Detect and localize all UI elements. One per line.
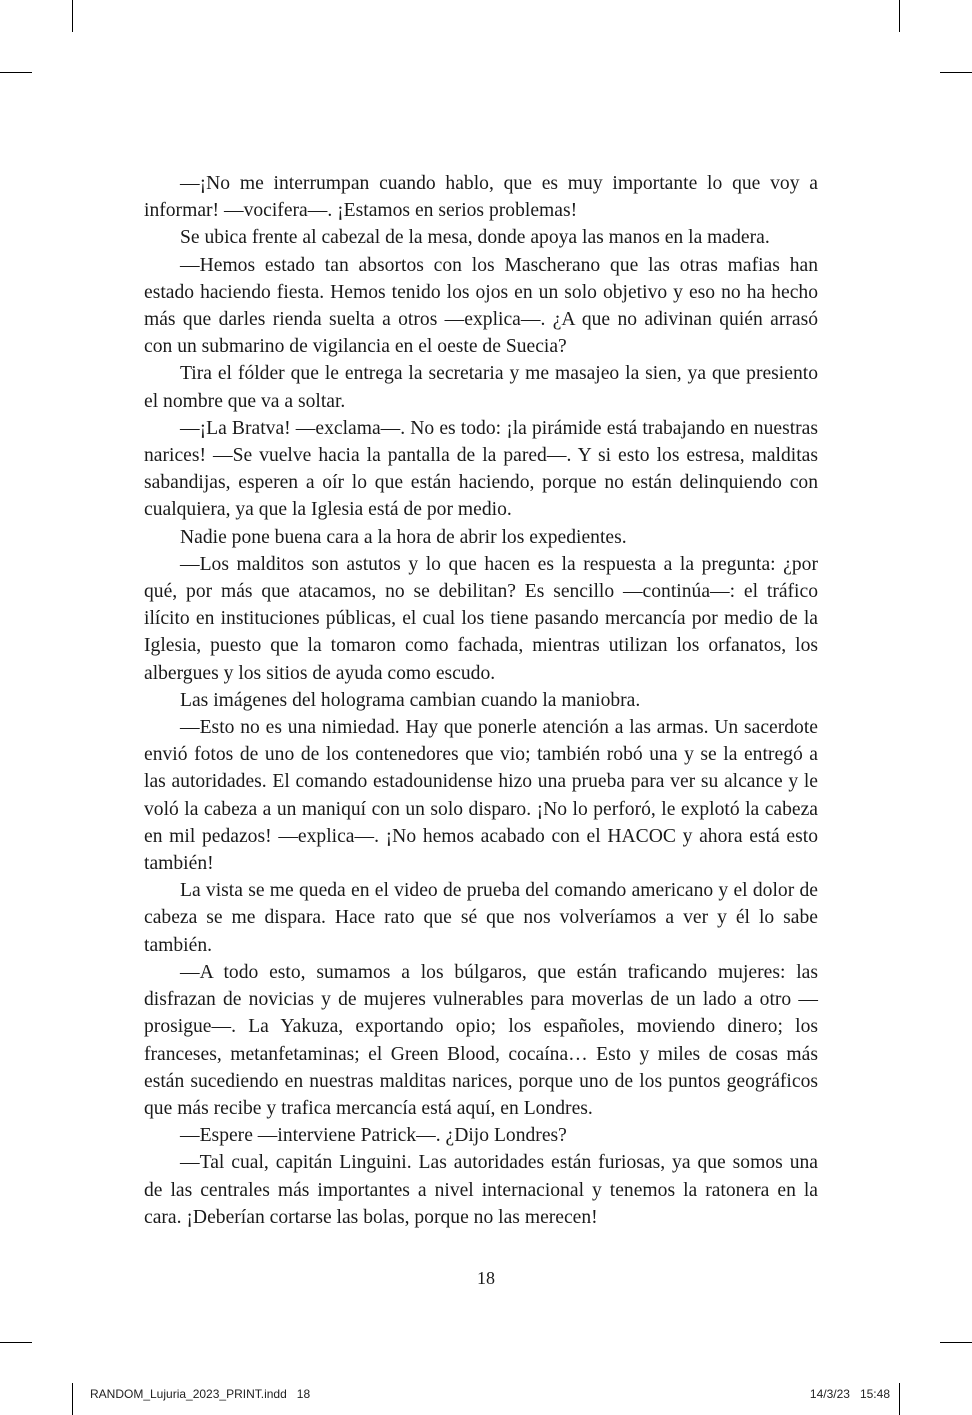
paragraph: La vista se me queda en el video de prueba del comando americano y el dolor de cabeza se me dispara. Hace rato que sé que nos volveríamos a ver y él lo sabe también. xyxy=(144,880,818,956)
paragraph: —¡La Bratva! —exclama—. No es todo: ¡la pirámide está trabajando en nuestras narices! —Se vuelve hacia la pantalla de la pared—. Y si esto los estresa, malditas sabandijas, esperen a oír lo que están haciendo, porque no están delinquiendo con cualquiera, ya que la Iglesia está de por medio. xyxy=(144,417,818,521)
paragraph: —¡No me interrumpan cuando hablo, que es muy importante lo que voy a informar! —vocifera—. ¡Estamos en serios problemas! xyxy=(144,173,818,222)
crop-mark-bottom-left-vertical xyxy=(72,1383,73,1415)
paragraph: —Esto no es una nimiedad. Hay que ponerle atención a las armas. Un sacerdote envió fotos de uno de los contenedores que vio; también robó una y se la entregó a las autoridades. El comando estadounidense hizo una prueba para ver su alcance y le voló la cabeza a un maniquí con un solo disparo. ¡No lo perforó, le explotó la cabeza en mil pedazos! —explica—. ¡No hemos acabado con el HACOC y ahora está esto también! xyxy=(144,717,818,875)
paragraph: —Tal cual, capitán Linguini. Las autoridades están furiosas, ya que somos una de las centrales más importantes a nivel internacional y tenemos la ratonera en la cara. ¡Deberían cortarse las bolas, porque no las merecen! xyxy=(144,1152,818,1228)
paragraph: —A todo esto, sumamos a los búlgaros, que están traficando mujeres: las disfrazan de novicias y de mujeres vulnerables para moverlas de un lado a otro —prosigue—. La Yakuza, exportando opio; los españoles, moviendo dinero; los franceses, metanfetaminas; el Green Blood, cocaína… Esto y miles de cosas más están sucediendo en nuestras malditas narices, porque uno de los puntos geográficos que más recibe y trafica mercancía está aquí, en Londres. xyxy=(144,961,818,1119)
paragraph: Tira el fólder que le entrega la secretaria y me masajeo la sien, ya que presiento el nombre que va a soltar. xyxy=(144,363,818,412)
crop-mark-top-left-vertical xyxy=(72,0,73,32)
page-number: 18 xyxy=(477,1268,495,1288)
paragraph: Se ubica frente al cabezal de la mesa, donde apoya las manos en la madera. xyxy=(180,227,770,249)
paragraph: Nadie pone buena cara a la hora de abrir los expedientes. xyxy=(180,526,627,548)
crop-mark-bottom-left-horizontal xyxy=(0,1342,32,1343)
paragraph: —Hemos estado tan absortos con los Mascherano que las otras mafias han estado haciendo fiesta. Hemos tenido los ojos en un solo objetivo y eso no ha hecho más que darles rienda suelta a otros —explica—. ¿A que no adivinan quién arrasó con un submarino de vigilancia en el oeste de Suecia? xyxy=(144,254,818,358)
slug-datetime: 14/3/23 15:48 xyxy=(809,1387,890,1401)
crop-mark-bottom-right-horizontal xyxy=(940,1342,972,1343)
paragraph: —Los malditos son astutos y lo que hacen es la respuesta a la pregunta: ¿por qué, por más que atacamos, no se debilitan? Es sencillo —continúa—: el tráfico ilícito en instituciones públicas, el cual los tiene pasando mercancía por medio de la Iglesia, puesto que la tomaron como fachada, mientras utilizan los orfanatos, los albergues y los sitios de ayuda como escudo. xyxy=(144,553,818,684)
body-text xyxy=(144,170,818,1231)
crop-mark-top-right-horizontal xyxy=(940,72,972,73)
paragraph: Las imágenes del holograma cambian cuando la maniobra. xyxy=(180,689,641,711)
paragraph: —Espere —interviene Patrick—. ¿Dijo Londres? xyxy=(180,1125,567,1147)
crop-mark-top-left-horizontal xyxy=(0,72,32,73)
crop-mark-bottom-right-vertical xyxy=(899,1383,900,1415)
slug-filename: RANDOM_Lujuria_2023_PRINT.indd 18 xyxy=(90,1387,311,1401)
crop-mark-top-right-vertical xyxy=(899,0,900,32)
